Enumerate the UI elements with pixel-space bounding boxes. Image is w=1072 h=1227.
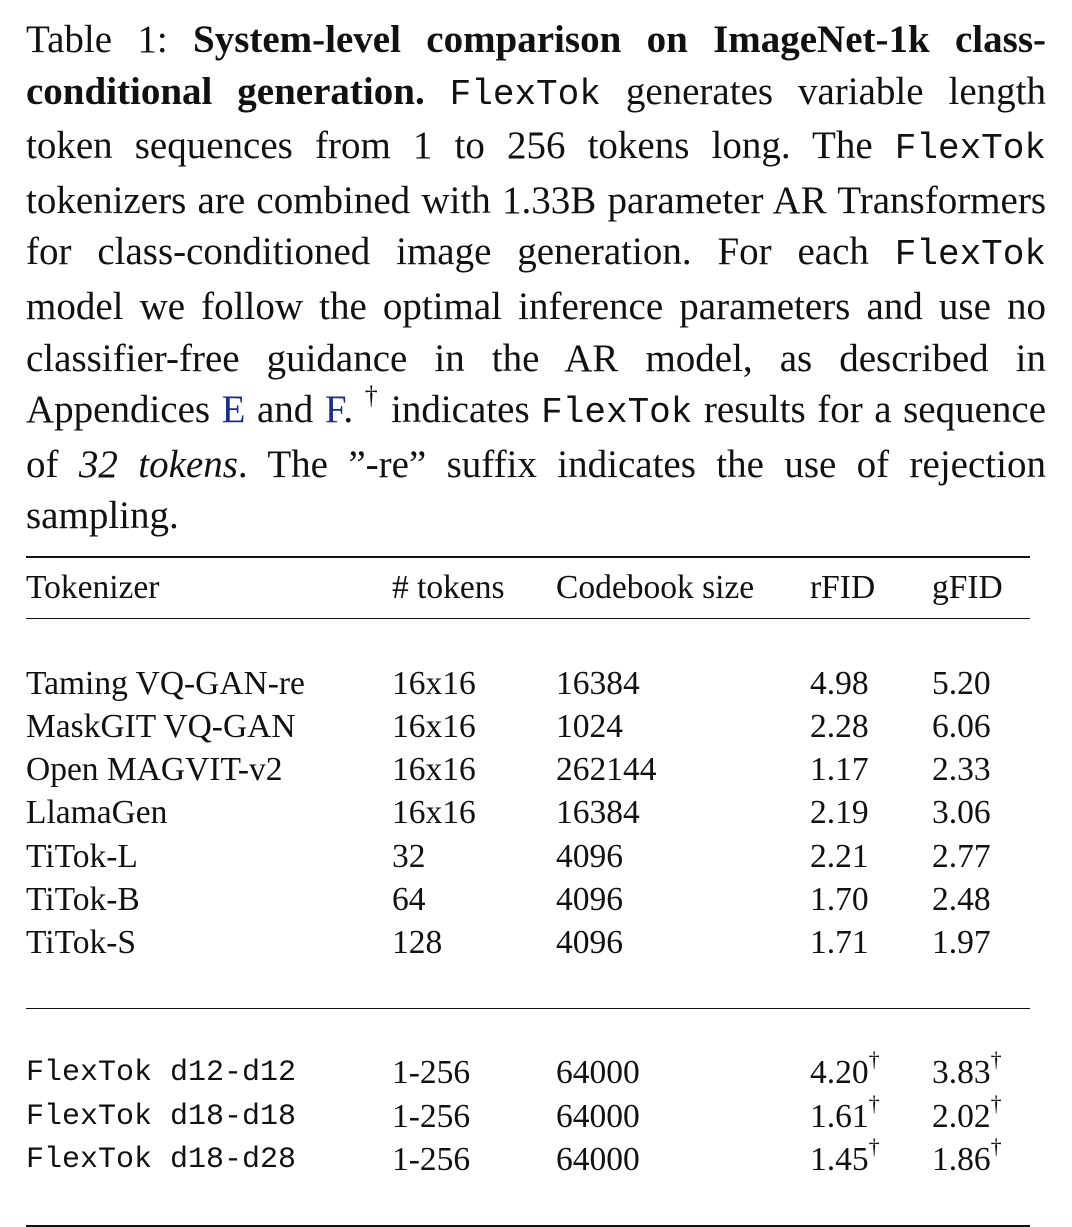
caption-text: . The ”-re” suffix indicates the use of rejection sampling. — [26, 442, 1046, 538]
flextok-rows — [26, 1009, 1030, 1225]
table-row — [26, 749, 1030, 792]
caption-italic-text: 32 tokens — [78, 442, 238, 486]
rfid-cell: 2.21 — [810, 837, 869, 875]
tokens-cell: 16x16 — [392, 751, 476, 789]
tokens-cell: 16x16 — [392, 664, 476, 702]
caption-text: . — [343, 388, 365, 432]
rfid-cell: 2.28 — [810, 707, 869, 745]
table-row — [26, 878, 1030, 921]
table-row — [26, 1138, 1030, 1181]
tokens-cell: 1-256 — [392, 1097, 471, 1135]
tokens-cell: 128 — [392, 923, 443, 961]
appendix-f-link[interactable]: F — [324, 388, 344, 432]
caption-text: model we follow the optimal inference parameters and use no classifier-free guidance in the AR model, as described in Appendices — [26, 284, 1046, 432]
rfid-value: 4.20 — [810, 1054, 869, 1092]
table-row — [26, 662, 1030, 705]
table-row — [26, 921, 1030, 964]
rfid-cell: 1.17 — [810, 751, 869, 789]
tokens-cell: 16x16 — [392, 794, 476, 832]
gfid-cell: 6.06 — [932, 707, 991, 745]
caption-model-name: FlexTok — [894, 128, 1046, 170]
codebook-cell: 4096 — [556, 923, 623, 961]
rfid-cell: 4.98 — [810, 664, 869, 702]
caption-text: tokenizers are combined with 1.33B parameter AR Transformers for class-conditioned image generation. For each — [26, 178, 1046, 274]
comparison-table — [26, 556, 1030, 1227]
codebook-cell: 16384 — [556, 664, 640, 702]
caption-text: generates variable length token sequences from 1 to 256 tokens long. The — [26, 69, 1046, 168]
appendix-e-link[interactable]: E — [221, 388, 246, 432]
rfid-value: 1.45 — [810, 1140, 869, 1178]
tokenizer-cell: Open MAGVIT-v2 — [26, 751, 283, 789]
gfid-cell — [932, 1047, 1030, 1095]
table-caption — [26, 14, 1046, 542]
codebook-cell: 262144 — [556, 751, 657, 789]
tokenizer-cell: FlexTok d12-d12 — [26, 1056, 297, 1091]
gfid-cell: 3.06 — [932, 794, 991, 832]
codebook-cell: 16384 — [556, 794, 640, 832]
gfid-cell — [932, 1133, 1030, 1181]
rfid-cell: 2.19 — [810, 794, 869, 832]
codebook-cell: 4096 — [556, 880, 623, 918]
caption-model-name: FlexTok — [894, 234, 1046, 276]
caption-title: System-level comparison on ImageNet-1k class-conditional generation. — [26, 18, 1046, 113]
caption-model-name: FlexTok — [449, 73, 601, 115]
tokens-cell: 32 — [392, 837, 426, 875]
gfid-value: 1.86 — [932, 1140, 991, 1178]
codebook-cell: 64000 — [556, 1054, 640, 1092]
header-rfid: rFID — [810, 569, 876, 606]
header-tokenizer: Tokenizer — [26, 569, 160, 606]
gfid-cell: 5.20 — [932, 664, 991, 702]
header-gfid: gFID — [932, 569, 1003, 606]
gfid-cell: 2.48 — [932, 880, 991, 918]
codebook-cell: 64000 — [556, 1140, 640, 1178]
tokenizer-cell: FlexTok d18-d28 — [26, 1142, 297, 1177]
rfid-value: 1.61 — [810, 1097, 869, 1135]
header-tokens: # tokens — [392, 569, 505, 606]
caption-text: results for a sequence of — [26, 388, 1047, 486]
tokens-cell: 1-256 — [392, 1140, 471, 1178]
table-row — [26, 792, 1030, 835]
rfid-cell — [810, 1133, 932, 1181]
table-row — [26, 705, 1030, 748]
tokenizer-cell: Taming VQ-GAN-re — [26, 664, 305, 702]
table-header — [26, 558, 1030, 618]
tokens-cell: 16x16 — [392, 707, 476, 745]
baseline-rows — [26, 619, 1030, 1008]
table-row — [26, 835, 1030, 878]
dagger-mark: † — [990, 1133, 1002, 1159]
dagger-mark: † — [364, 381, 380, 411]
gfid-value: 2.02 — [932, 1097, 991, 1135]
rfid-cell: 1.70 — [810, 880, 869, 918]
bottom-rule — [26, 1225, 1030, 1227]
codebook-cell: 64000 — [556, 1097, 640, 1135]
caption-model-name: FlexTok — [541, 392, 693, 434]
dagger-mark: † — [990, 1047, 1002, 1073]
gfid-value: 3.83 — [932, 1054, 991, 1092]
caption-label: Table 1: — [26, 18, 168, 61]
tokens-cell: 64 — [392, 880, 426, 918]
caption-text: indicates — [379, 388, 542, 432]
gfid-cell: 1.97 — [932, 923, 991, 961]
codebook-cell: 1024 — [556, 707, 623, 745]
dagger-mark: † — [990, 1090, 1002, 1116]
tokenizer-cell: TiTok-L — [26, 837, 138, 875]
dagger-mark: † — [868, 1047, 880, 1073]
gfid-cell: 2.33 — [932, 751, 991, 789]
header-codebook-size: Codebook size — [556, 569, 755, 606]
dagger-mark: † — [868, 1090, 880, 1116]
tokenizer-cell: TiTok-S — [26, 923, 137, 961]
dagger-mark: † — [868, 1133, 880, 1159]
codebook-cell: 4096 — [556, 837, 623, 875]
tokenizer-cell: LlamaGen — [26, 794, 168, 832]
tokenizer-cell: MaskGIT VQ-GAN — [26, 707, 296, 745]
rfid-cell — [810, 1047, 932, 1095]
tokens-cell: 1-256 — [392, 1054, 471, 1092]
tokenizer-cell: TiTok-B — [26, 880, 140, 918]
gfid-cell: 2.77 — [932, 837, 991, 875]
table-row — [26, 1052, 1030, 1095]
rfid-cell: 1.71 — [810, 923, 869, 961]
tokenizer-cell: FlexTok d18-d18 — [26, 1099, 297, 1134]
caption-text: and — [245, 388, 325, 432]
